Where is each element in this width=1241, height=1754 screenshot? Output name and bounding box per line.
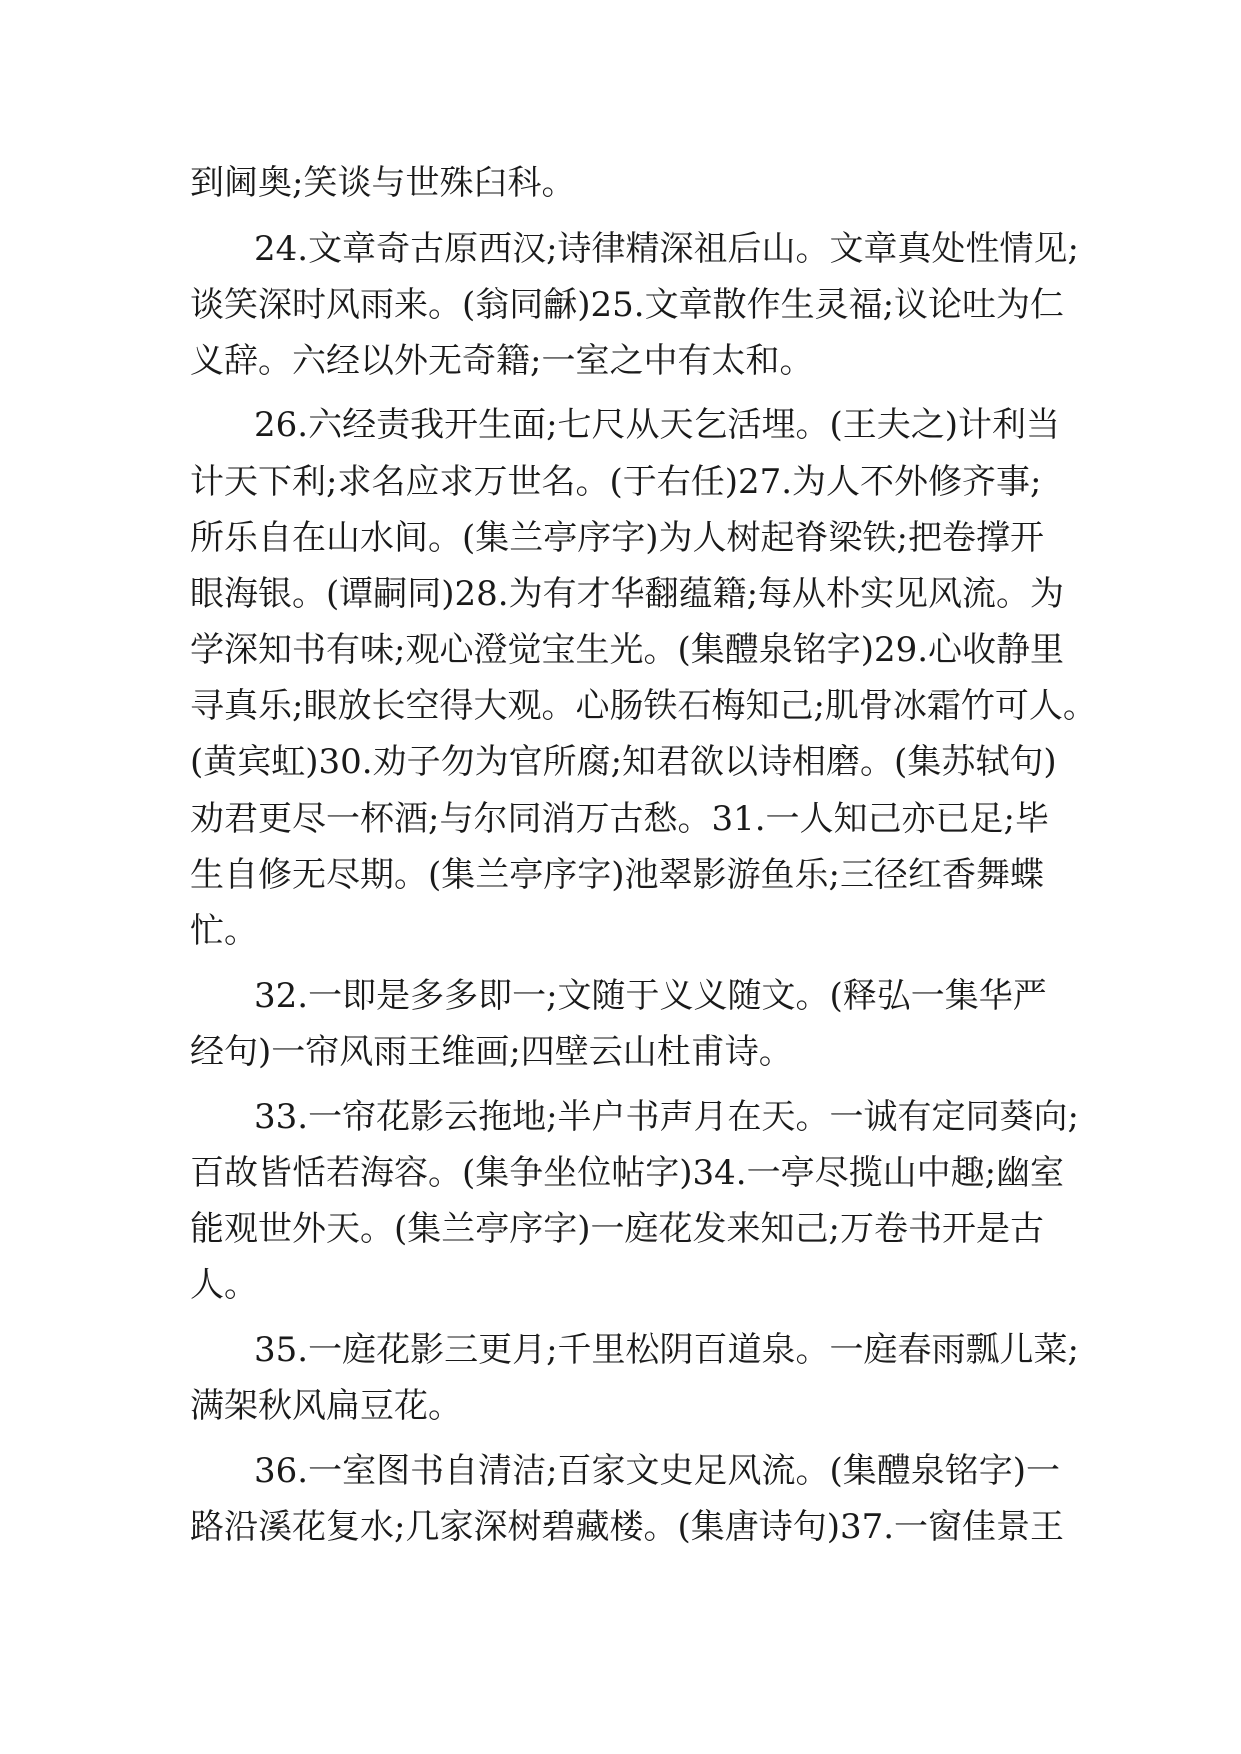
text-line: 生自修无尽期。(集兰亭序字)池翠影游鱼乐;三径红香舞蝶 bbox=[190, 855, 1044, 895]
text-line: 24.文章奇古原西汉;诗律精深祖后山。文章真处性情见; bbox=[254, 229, 1079, 269]
text-line: 计天下利;求名应求万世名。(于右任)27.为人不外修齐事; bbox=[190, 462, 1042, 502]
text-line: 劝君更尽一杯酒;与尔同消万古愁。31.一人知己亦已足;毕 bbox=[190, 799, 1049, 839]
text-line: 26.六经责我开生面;七尺从天乞活埋。(王夫之)计利当 bbox=[254, 405, 1061, 445]
text-line: 路沿溪花复水;几家深树碧藏楼。(集唐诗句)37.一窗佳景王 bbox=[190, 1507, 1065, 1547]
text-line: 所乐自在山水间。(集兰亭序字)为人树起脊梁铁;把卷撑开 bbox=[190, 518, 1044, 558]
text-line: 32.一即是多多即一;文随于义义随文。(释弘一集华严 bbox=[254, 976, 1047, 1016]
text-line: 能观世外天。(集兰亭序字)一庭花发来知己;万卷书开是古 bbox=[190, 1209, 1044, 1249]
text-line: 经句)一帘风雨王维画;四壁云山杜甫诗。 bbox=[190, 1032, 793, 1072]
text-line: (黄宾虹)30.劝子勿为官所腐;知君欲以诗相磨。(集苏轼句) bbox=[190, 742, 1057, 782]
text-line: 到阃奥;笑谈与世殊臼科。 bbox=[190, 163, 576, 203]
text-line: 谈笑深时风雨来。(翁同龢)25.文章散作生灵福;议论吐为仁 bbox=[190, 285, 1065, 325]
text-line: 眼海银。(谭嗣同)28.为有才华翻蕴籍;每从朴实见风流。为 bbox=[190, 574, 1065, 614]
text-line: 忙。 bbox=[190, 911, 258, 951]
text-line: 33.一帘花影云拖地;半户书声月在天。一诚有定同葵向; bbox=[254, 1097, 1079, 1137]
text-line: 学深知书有味;观心澄觉宝生光。(集醴泉铭字)29.心收静里 bbox=[190, 630, 1065, 670]
text-line: 人。 bbox=[190, 1265, 258, 1305]
text-line: 35.一庭花影三更月;千里松阴百道泉。一庭春雨瓢儿菜; bbox=[254, 1330, 1079, 1370]
text-line: 满架秋风扁豆花。 bbox=[190, 1386, 462, 1426]
text-line: 寻真乐;眼放长空得大观。心肠铁石梅知己;肌骨冰霜竹可人。 bbox=[190, 686, 1097, 726]
text-line: 百故皆恬若海容。(集争坐位帖字)34.一亭尽揽山中趣;幽室 bbox=[190, 1153, 1065, 1193]
text-line: 义辞。六经以外无奇籍;一室之中有太和。 bbox=[190, 341, 814, 381]
text-line: 36.一室图书自清洁;百家文史足风流。(集醴泉铭字)一 bbox=[254, 1451, 1061, 1491]
